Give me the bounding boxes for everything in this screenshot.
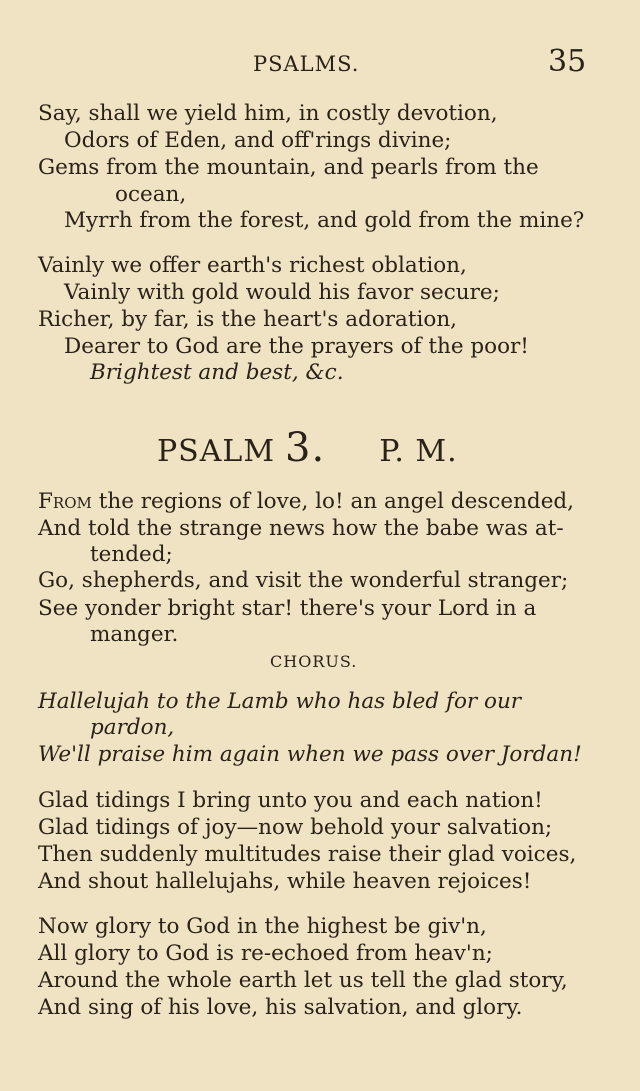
verse-line: Glad tidings of joy—now behold your salvation;: [38, 815, 553, 840]
verse-line: Then suddenly multitudes raise their glad voices,: [38, 842, 577, 867]
verse-line: Dearer to God are the prayers of the poor!: [64, 334, 529, 359]
psalm-meter: P. M.: [379, 434, 458, 469]
verse-line: All glory to God is re-echoed from heav'n;: [38, 941, 493, 966]
verse-line: See yonder bright star! there's your Lord in a: [38, 596, 537, 621]
chorus-line: Hallelujah to the Lamb who has bled for our: [38, 689, 522, 714]
chorus-line: We'll praise him again when we pass over Jordan!: [38, 742, 582, 767]
page-number: 35: [548, 44, 587, 79]
psalm-number: 3.: [285, 425, 326, 471]
drop-word: From: [38, 489, 92, 514]
refrain-cue: Brightest and best, &c.: [90, 360, 344, 385]
psalm-heading: [157, 425, 458, 471]
psalm-heading-prefix: PSALM: [157, 434, 276, 469]
verse-line: Around the whole earth let us tell the glad story,: [38, 968, 568, 993]
chorus-label: CHORUS.: [270, 652, 358, 671]
verse-line: Glad tidings I bring unto you and each nation!: [38, 788, 543, 813]
verse-line: Gems from the mountain, and pearls from the: [38, 155, 539, 180]
verse-line: And shout hallelujahs, while heaven rejoices!: [38, 869, 532, 894]
verse-line: tended;: [90, 542, 173, 567]
verse-line: And told the strange news how the babe was at-: [38, 516, 564, 541]
verse-line: And sing of his love, his salvation, and glory.: [38, 995, 523, 1020]
verse-line: Go, shepherds, and visit the wonderful stranger;: [38, 568, 569, 593]
verse-line: Richer, by far, is the heart's adoration,: [38, 307, 457, 332]
verse-line: Now glory to God in the highest be giv'n,: [38, 914, 487, 939]
verse-line: Vainly with gold would his favor secure;: [64, 280, 500, 305]
verse-line: [38, 489, 574, 515]
verse-line-rest: the regions of love, lo! an angel descended,: [91, 489, 575, 514]
verse-line: ocean,: [115, 182, 187, 207]
verse-line: Myrrh from the forest, and gold from the mine?: [64, 208, 585, 233]
running-head: PSALMS.: [253, 52, 360, 76]
verse-line: manger.: [90, 622, 179, 647]
verse-line: Vainly we offer earth's richest oblation,: [38, 253, 467, 278]
verse-line: Odors of Eden, and off'rings divine;: [64, 128, 452, 153]
verse-line: Say, shall we yield him, in costly devotion,: [38, 101, 498, 126]
chorus-line: pardon,: [90, 715, 175, 740]
